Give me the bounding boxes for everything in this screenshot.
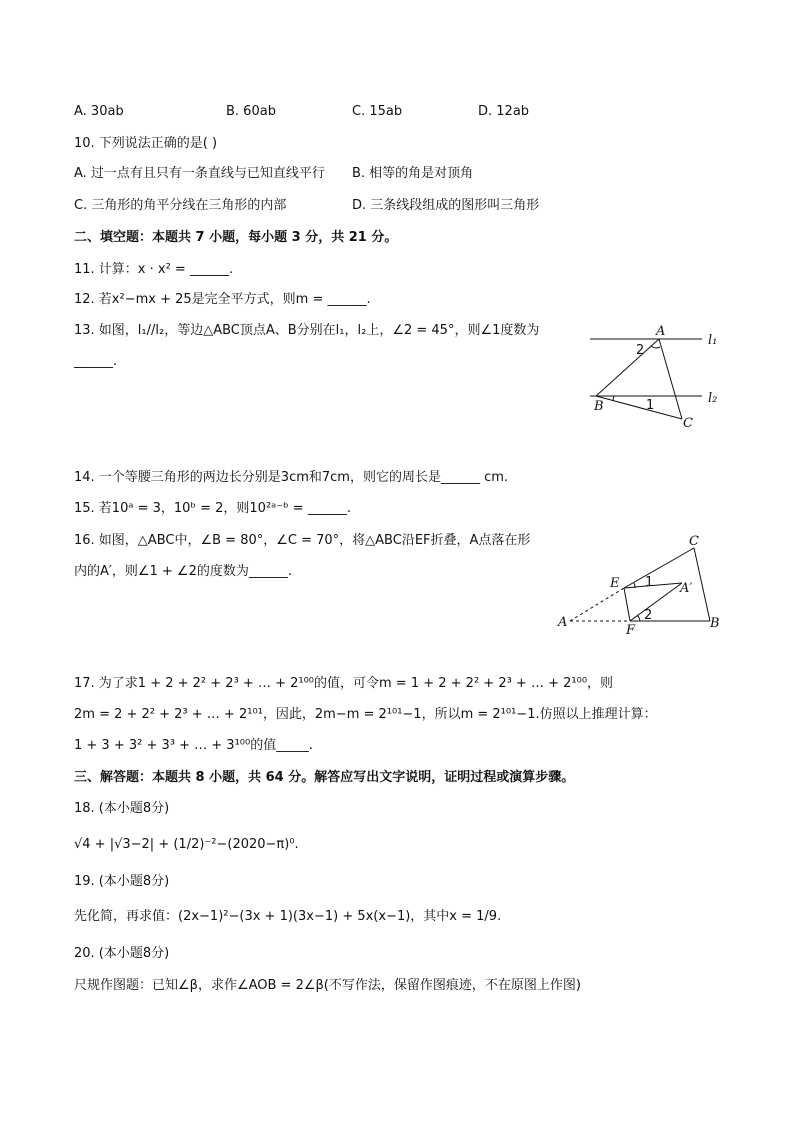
q13-figure bbox=[580, 318, 730, 433]
side-ab bbox=[596, 339, 659, 396]
label-a: A bbox=[558, 615, 568, 630]
q16-line2: 内的A′，则∠1 + ∠2的度数为______. bbox=[74, 564, 292, 579]
q18-heading: 18. (本小题8分) bbox=[74, 801, 170, 816]
label-l1: l₁ bbox=[708, 333, 718, 348]
label-a-prime: A′ bbox=[680, 581, 693, 596]
q17-line1: 17. 为了求1 + 2 + 2² + 2³ + … + 2¹⁰⁰的值，可令m = 1 + 2 + 2² + 2³ + … + 2¹⁰⁰，则 bbox=[74, 676, 614, 691]
section-solve-heading: 三、解答题：本题共 8 小题，共 64 分。解答应写出文字说明，证明过程或演算步骤。 bbox=[74, 770, 575, 785]
q20-text: 尺规作图题：已知∠β，求作∠AOB = 2∠β(不写作法，保留作图痕迹，不在原图上作图) bbox=[74, 978, 581, 993]
q13-line2: ______. bbox=[74, 354, 118, 369]
q9-option-c: C. 15ab bbox=[352, 104, 403, 119]
fold-line-ef bbox=[624, 588, 630, 621]
side-bc bbox=[596, 396, 682, 419]
q13-line1: 13. 如图，l₁//l₂，等边△ABC顶点A、B分别在l₁，l₂上，∠2 = 45°，则∠1度数为 bbox=[74, 323, 540, 338]
section-fill-blank-heading: 二、填空题：本题共 7 小题，每小题 3 分，共 21 分。 bbox=[74, 230, 398, 245]
q16-line1: 16. 如图，△ABC中，∠B = 80°，∠C = 70°，将△ABC沿EF折叠，A点落在形 bbox=[74, 533, 531, 548]
label-angle2: 2 bbox=[636, 343, 645, 358]
label-b: B bbox=[594, 399, 604, 414]
q11: 11. 计算：x · x² = ______. bbox=[74, 262, 234, 277]
q12: 12. 若x²−mx + 25是完全平方式，则m = ______. bbox=[74, 292, 371, 307]
label-angle1: 1 bbox=[645, 575, 654, 590]
q18-expression: √4 + |√3−2| + (1/2)⁻²−(2020−π)⁰. bbox=[74, 837, 299, 852]
q9-option-b: B. 60ab bbox=[226, 104, 276, 119]
q17-line3: 1 + 3 + 3² + 3³ + … + 3¹⁰⁰的值_____. bbox=[74, 738, 313, 753]
label-b: B bbox=[710, 616, 720, 631]
label-c: C bbox=[689, 534, 699, 549]
label-angle1: 1 bbox=[646, 398, 655, 413]
angle1-arc bbox=[613, 396, 614, 401]
q19-heading: 19. (本小题8分) bbox=[74, 874, 170, 889]
side-ac bbox=[659, 339, 682, 419]
q17-line2: 2m = 2 + 2² + 2³ + … + 2¹⁰¹，因此，2m−m = 2¹⁰¹−1，所以m = 2¹⁰¹−1.仿照以上推理计算： bbox=[74, 707, 657, 722]
q14: 14. 一个等腰三角形的两边长分别是3cm和7cm，则它的周长是______ cm. bbox=[74, 470, 509, 485]
fold-ae-dashed bbox=[570, 588, 624, 621]
side-bc bbox=[694, 548, 710, 621]
label-e: E bbox=[610, 576, 620, 591]
q10-option-d: D. 三条线段组成的图形叫三角形 bbox=[352, 198, 540, 213]
q10-stem: 10. 下列说法正确的是( ) bbox=[74, 136, 218, 151]
q16-figure bbox=[556, 532, 726, 637]
angle2-arc bbox=[637, 615, 640, 621]
label-a: A bbox=[656, 324, 666, 339]
q9-option-d: D. 12ab bbox=[478, 104, 530, 119]
q10-option-a: A. 过一点有且只有一条直线与已知直线平行 bbox=[74, 166, 325, 181]
label-f: F bbox=[626, 623, 636, 637]
q10-option-c: C. 三角形的角平分线在三角形的内部 bbox=[74, 198, 287, 213]
label-l2: l₂ bbox=[708, 391, 718, 406]
q20-heading: 20. (本小题8分) bbox=[74, 946, 170, 961]
label-angle2: 2 bbox=[644, 608, 653, 623]
q9-option-a: A. 30ab bbox=[74, 104, 124, 119]
q19-text: 先化简，再求值：(2x−1)²−(3x + 1)(3x−1) + 5x(x−1)，其中x = 1/9. bbox=[74, 909, 502, 924]
label-c: C bbox=[683, 416, 693, 431]
q15: 15. 若10ᵃ = 3，10ᵇ = 2，则10²ᵃ⁻ᵇ = ______. bbox=[74, 501, 351, 516]
angle2-arc bbox=[651, 346, 660, 348]
q10-option-b: B. 相等的角是对顶角 bbox=[352, 166, 474, 181]
